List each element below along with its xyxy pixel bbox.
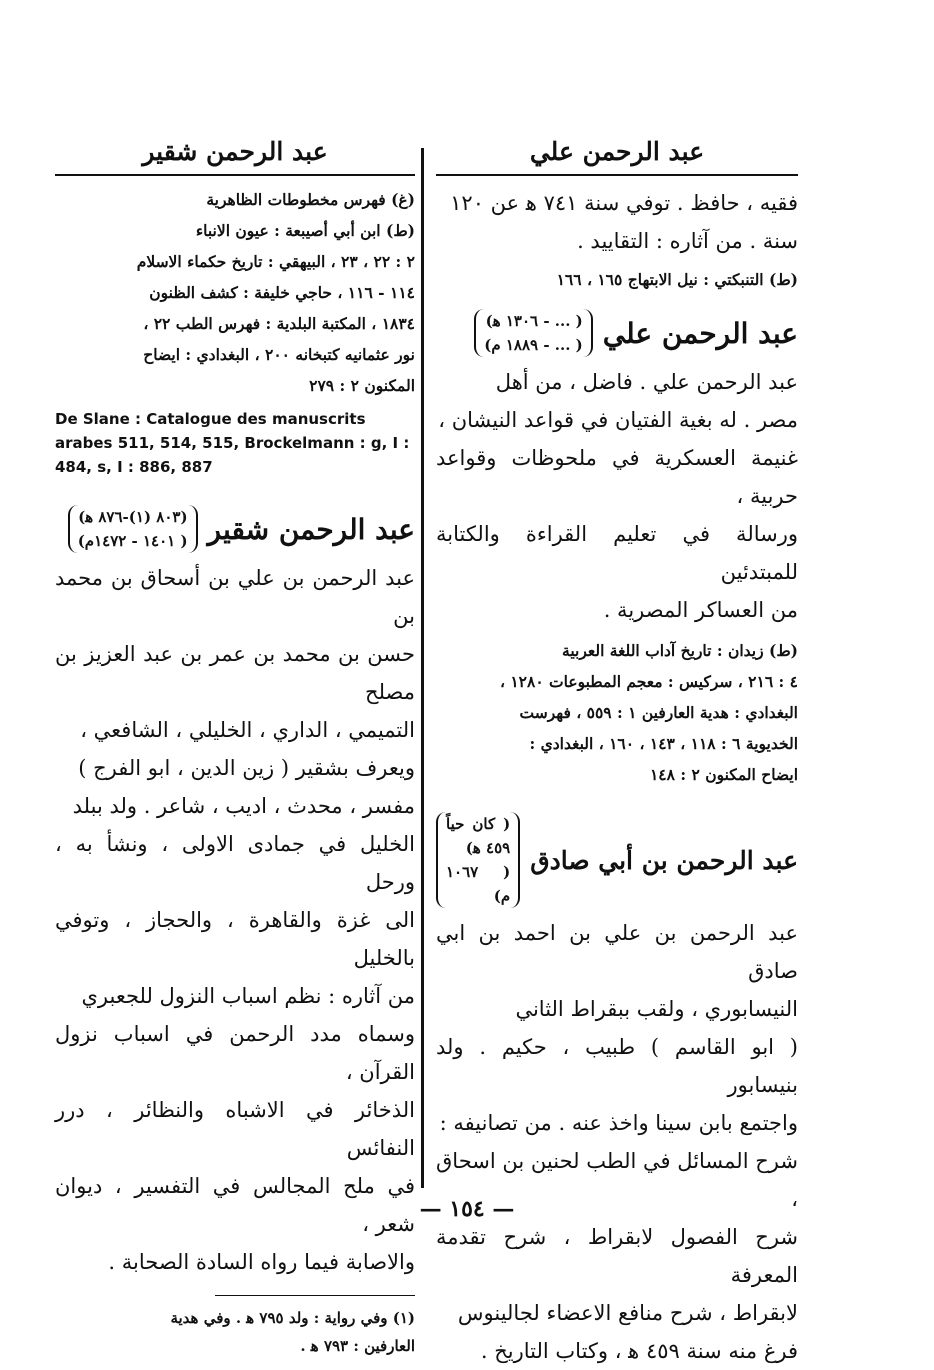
- entry-text-line: عبد الرحمن بن علي بن احمد بن ابي صادق: [436, 921, 798, 983]
- intro-line: فقيه ، حافظ . توفي سنة ٧٤١ ﻫ عن ١٢٠: [450, 191, 798, 215]
- footnote-line: العارفين : ٧٩٣ ﻫ .: [300, 1337, 415, 1355]
- entry-heading: [55, 505, 415, 553]
- entry-heading: [436, 309, 798, 357]
- intro-line: سنة . من آثاره : التقاييد .: [577, 229, 798, 253]
- latin-reference: De Slane : Catalogue des manuscrits arabes 511, 514, 515, Brockelmann : g, I : 484, s, I : 886, 887: [55, 410, 410, 476]
- reference-line: ١٨٣٤ ، المكتبة البلدية : فهرس الطب ٢٢ ،: [143, 314, 415, 333]
- entry-text-line: غنيمة العسكرية في ملحوظات وقواعد حربية ،: [436, 446, 798, 508]
- column-divider: [421, 148, 424, 1188]
- entry-text-line: ورسالة في تعليم القراءة والكتابة للمبتدئين: [436, 522, 798, 584]
- right-column: [436, 130, 798, 1370]
- date-gregorian: ( ١٤٠١ - ١٤٧٢م): [77, 532, 188, 550]
- entry-text-line: لابقراط ، شرح منافع الاعضاء لجالينوس: [457, 1301, 798, 1325]
- date-hijri: ( كان حياً ٤٥٩ ﻫ): [446, 815, 511, 857]
- entry-text-line: مفسر ، محدث ، اديب ، شاعر . ولد ببلد: [72, 794, 415, 818]
- entry-text-line: والاصابة فيما رواه السادة الصحابة .: [108, 1250, 415, 1274]
- reference-line: (غ) فهرس مخطوطات الظاهرية: [206, 190, 415, 209]
- date-gregorian: ( ١٠٦٧ م): [446, 863, 511, 905]
- entry-text-line: ( ابو القاسم ) طبيب ، حكيم . ولد بنيسابور: [436, 1035, 798, 1097]
- entry-dates: [436, 812, 520, 908]
- entry-heading: [436, 812, 798, 908]
- entry-text-line: في ملح المجالس في التفسير ، ديوان شعر ،: [55, 1174, 415, 1236]
- entry-text-line: شرح المسائل في الطب لحنين بن اسحاق ،: [436, 1149, 798, 1211]
- entry-text-line: شرح الفصول لابقراط ، شرح تقدمة المعرفة: [436, 1225, 798, 1287]
- reference-line: نور عثمانيه كتبخانه ٢٠٠ ، البغدادي : ايضاح: [143, 345, 415, 364]
- entry-text-line: حسن بن محمد بن عمر بن عبد العزيز بن مصلح: [55, 642, 415, 704]
- entry-dates: [474, 309, 593, 357]
- reference-line: (ط) زيدان : تاريخ آداب اللغة العربية: [562, 641, 798, 660]
- footnote-line: (١) وفي رواية : ولد ٧٩٥ ﻫ . وفي هدية: [170, 1309, 415, 1327]
- reference-line: ٢ : ٢٢ ، ٢٣ ، البيهقي : تاريخ حكماء الاسلام: [136, 252, 415, 271]
- reference-line: (ط) ابن أبي أصيبعة : عيون الانباء: [195, 221, 415, 240]
- entry-text-line: فرغ منه سنة ٤٥٩ ﻫ ، وكتاب التاريخ .: [480, 1339, 798, 1363]
- entry-name: عبد الرحمن علي: [602, 316, 798, 350]
- right-column-header: عبد الرحمن علي: [436, 130, 798, 176]
- reference-line: ايضاح المكنون ٢ : ١٤٨: [649, 765, 798, 784]
- entry-text-line: وسماه مدد الرحمن في اسباب نزول القرآن ،: [55, 1022, 415, 1084]
- entry-text-line: النيسابوري ، ولقب ببقراط الثاني: [515, 997, 798, 1021]
- reference-line: المكنون ٢ : ٢٧٩: [309, 376, 415, 395]
- entry-text-line: ويعرف بشقير ( زين الدين ، ابو الفرج ): [78, 756, 415, 780]
- footnote-rule: [215, 1295, 415, 1296]
- entry-text-line: الذخائر في الاشباه والنظائر ، درر النفائس: [55, 1098, 415, 1160]
- entry-text-line: عبد الرحمن علي . فاضل ، من أهل: [495, 370, 798, 394]
- entry-text-line: الى غزة والقاهرة ، والحجاز ، وتوفي بالخليل: [55, 908, 415, 970]
- date-hijri: (٨٠٣ (١)-٨٧٦ ﻫ): [78, 508, 188, 526]
- entry-text-line: من آثاره : نظم اسباب النزول للجعبري: [81, 984, 415, 1008]
- entry-text-line: واجتمع بابن سينا واخذ عنه . من تصانيفه :: [439, 1111, 798, 1135]
- entry-text-line: الخليل في جمادى الاولى ، ونشأ به ، ورحل: [55, 832, 415, 894]
- entry-name: عبد الرحمن شقير: [207, 512, 415, 546]
- entry-text-line: عبد الرحمن بن علي بن أسحاق بن محمد بن: [55, 566, 415, 628]
- reference-line: ٤ : ٢١٦ ، سركيس : معجم المطبوعات ١٢٨٠ ،: [499, 672, 798, 691]
- entry-name: عبد الرحمن بن أبي صادق: [530, 845, 798, 875]
- entry-text-line: التميمي ، الداري ، الخليلي ، الشافعي ،: [80, 718, 415, 742]
- date-gregorian: ( ... - ١٨٨٩ م): [484, 336, 583, 354]
- intro-references: (ط) التنبكتي : نيل الابتهاج ١٦٥ ، ١٦٦: [556, 270, 798, 289]
- left-column-header: عبد الرحمن شقير: [55, 130, 415, 176]
- date-hijri: ( ... - ١٣٠٦ ﻫ): [485, 312, 583, 330]
- page-number: — ١٥٤ —: [419, 1196, 515, 1222]
- left-column: [55, 130, 415, 1360]
- entry-text-line: مصر . له بغية الفتيان في قواعد النيشان ،: [438, 408, 798, 432]
- reference-line: البغدادي : هدية العارفين ١ : ٥٥٩ ، فهرست: [519, 703, 798, 722]
- reference-line: الخديوية ٦ : ١١٨ ، ١٤٣ ، ١٦٠ ، البغدادي :: [529, 734, 798, 753]
- reference-line: ١١٤ - ١١٦ ، حاجي خليفة : كشف الظنون: [149, 283, 415, 302]
- entry-text-line: من العساكر المصرية .: [603, 598, 798, 622]
- entry-dates: [68, 505, 198, 553]
